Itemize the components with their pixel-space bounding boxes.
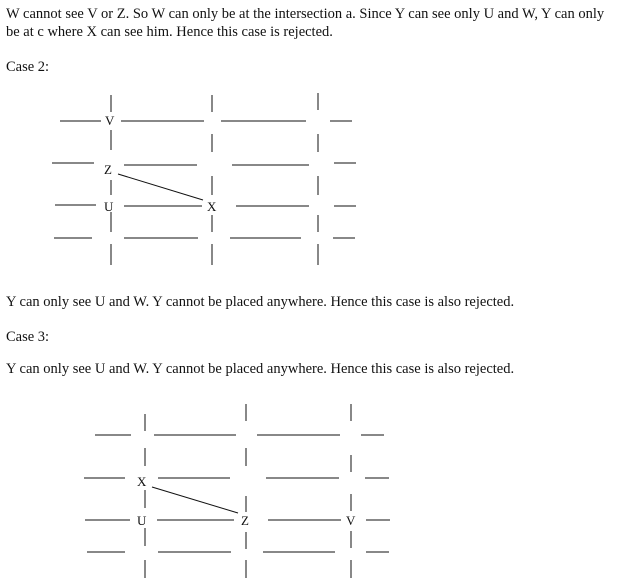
case2-label-x: X [207, 199, 217, 214]
case3-horizontal-streets [84, 435, 390, 552]
case2-label-z: Z [104, 162, 112, 177]
case3-label-z: Z [241, 513, 249, 528]
case3-label-v: V [346, 513, 356, 528]
case2-label-v: V [105, 113, 115, 128]
intro-line-1: W cannot see V or Z. So W can only be at the intersection a. Since Y can see only U and W, Y can only [6, 6, 605, 22]
case3-conclusion: Y can only see U and W. Y cannot be placed anywhere. Hence this case is also rejected. [6, 361, 515, 377]
case2-label-u: U [104, 199, 114, 214]
case2-heading: Case 2: [6, 59, 50, 75]
intro-line-2: be at c where X can see him. Hence this case is rejected. [6, 24, 333, 40]
case3-sightline-x-z [152, 487, 238, 513]
case3-label-x: X [137, 474, 147, 489]
case2-conclusion: Y can only see U and W. Y cannot be placed anywhere. Hence this case is also rejected. [6, 294, 515, 310]
case3-heading: Case 3: [6, 329, 50, 345]
case3-label-u: U [137, 513, 147, 528]
